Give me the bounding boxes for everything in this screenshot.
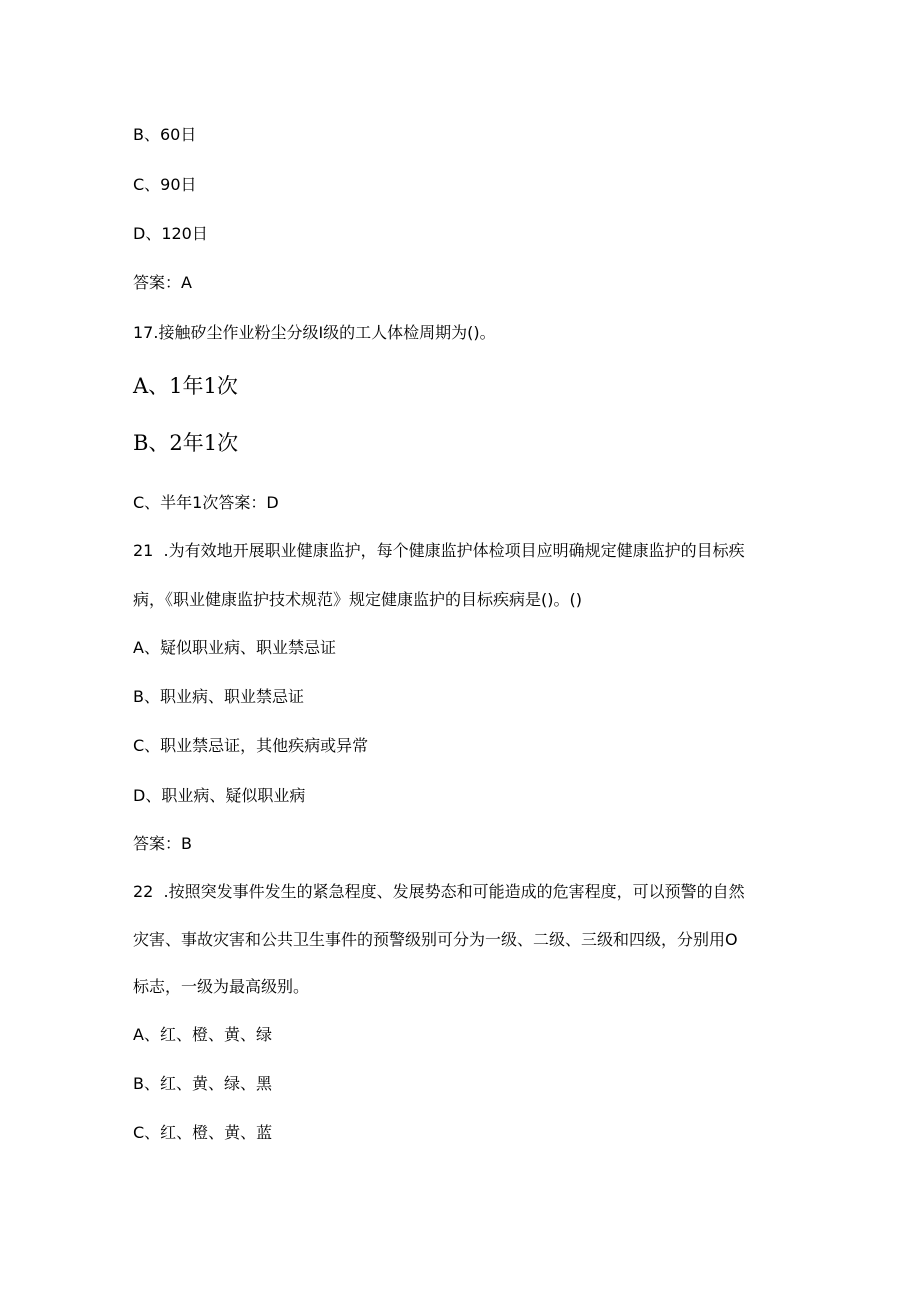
q21-option-d: D、职业病、疑似职业病 <box>133 786 306 805</box>
q17-option-c-answer: C、半年1次答案：D <box>133 493 279 512</box>
q17-question: 17.接触矽尘作业粉尘分级I级的工人体检周期为()。 <box>133 323 496 342</box>
q21-option-a: A、疑似职业病、职业禁忌证 <box>133 638 336 657</box>
q16-option-b: B、60日 <box>133 125 197 144</box>
q22-option-b: B、红、黄、绿、黑 <box>133 1074 272 1093</box>
q21-option-b: B、职业病、职业禁忌证 <box>133 687 304 706</box>
q22-option-a: A、红、橙、黄、绿 <box>133 1025 272 1044</box>
q16-option-d: D、120日 <box>133 224 208 243</box>
q21-option-c: C、职业禁忌证，其他疾病或异常 <box>133 736 369 755</box>
q21-question-line2: 病，《职业健康监护技术规范》规定健康监护的目标疾病是()。() <box>133 590 582 609</box>
q21-answer: 答案：B <box>133 834 192 853</box>
q22-question-line1: 22 .按照突发事件发生的紧急程度、发展势态和可能造成的危害程度，可以预警的自然 <box>133 882 745 901</box>
q22-option-c: C、红、橙、黄、蓝 <box>133 1123 273 1142</box>
q17-option-b: B、2年1次 <box>133 431 239 455</box>
q16-option-c: C、90日 <box>133 175 197 194</box>
q17-option-a: A、1年1次 <box>133 374 238 398</box>
q22-question-line3: 标志，一级为最高级别。 <box>133 977 310 996</box>
q16-answer: 答案：A <box>133 273 192 292</box>
q21-question-line1: 21 .为有效地开展职业健康监护，每个健康监护体检项目应明确规定健康监护的目标疾 <box>133 541 745 560</box>
q22-question-line2: 灾害、事故灾害和公共卫生事件的预警级别可分为一级、二级、三级和四级，分别用O <box>133 930 738 949</box>
